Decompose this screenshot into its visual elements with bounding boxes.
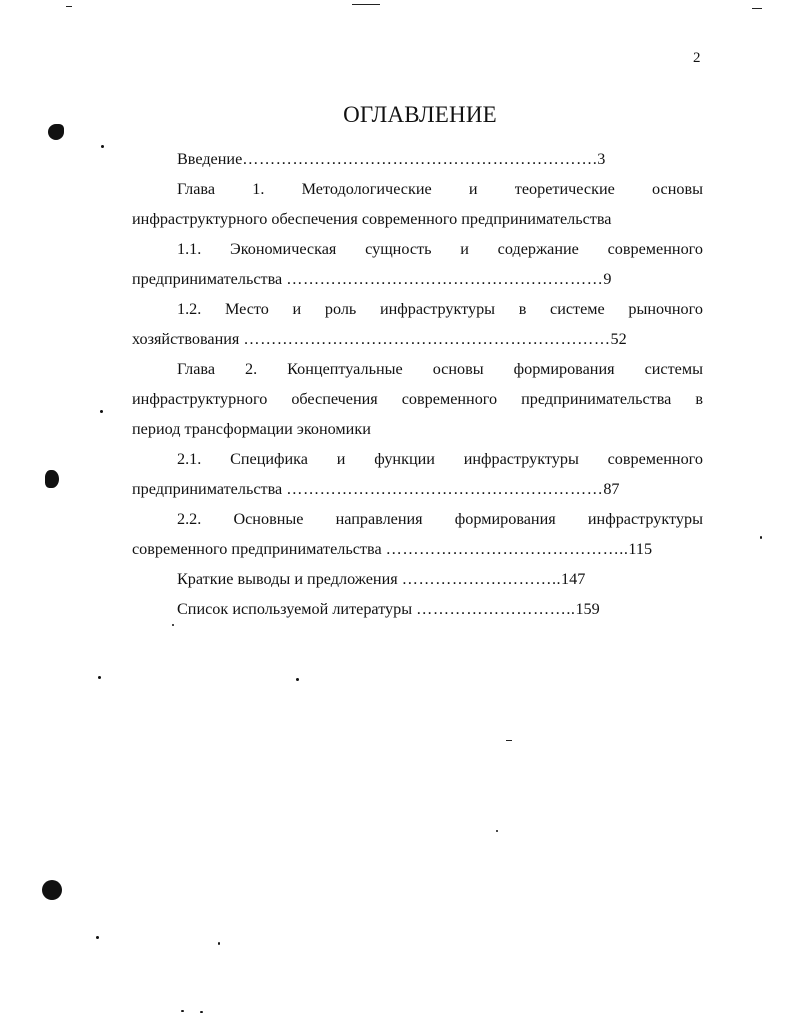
toc-word: Методологические — [301, 180, 432, 198]
toc-word: Специфика — [230, 450, 308, 468]
toc-word: системе — [550, 300, 605, 318]
toc-entry-label: Краткие выводы и предложения — [177, 570, 398, 588]
toc-word: Концептуальные — [287, 360, 403, 378]
scan-speck — [200, 1011, 203, 1013]
toc-word: рыночного — [628, 300, 703, 318]
toc-word: инфраструктурного — [132, 390, 268, 408]
toc-word: инфраструктуры — [587, 510, 703, 528]
toc-section-2-2-continuation — [132, 538, 703, 568]
toc-entry-conclusions — [132, 568, 703, 598]
toc-entry-label: современного предпринимательства — [132, 540, 382, 558]
toc-entry-label: инфраструктурного обеспечения современного предпринимательства — [132, 210, 612, 228]
toc-word: системы — [644, 360, 703, 378]
toc-word: направления — [335, 510, 423, 528]
toc-title: ОГЛАВЛЕНИЕ — [343, 102, 497, 127]
toc-page-ref: 159 — [575, 600, 600, 618]
toc-word: 2. — [245, 360, 258, 378]
toc-word: обеспечения — [291, 390, 378, 408]
toc-word: в — [695, 390, 703, 408]
scan-speck — [760, 536, 762, 539]
scan-line-mark — [66, 6, 72, 7]
toc-word: Место — [224, 300, 269, 318]
toc-entry-label: предпринимательства — [132, 270, 283, 288]
toc-word: теоретические — [514, 180, 615, 198]
toc-section-1-1-heading — [132, 238, 703, 268]
scan-speck — [96, 936, 99, 939]
toc-word: формирования — [513, 360, 615, 378]
toc-chapter-1-continuation — [132, 208, 703, 238]
toc-entry-label: Введение — [177, 150, 243, 168]
toc-entry-intro — [132, 148, 703, 178]
toc-word: 2.1. — [177, 450, 202, 468]
toc-word: основы — [652, 180, 703, 198]
toc-word: в — [518, 300, 527, 318]
toc-leader-dots: ……………………….. — [416, 600, 576, 618]
toc-leader-dots: …………………………………….. — [385, 540, 629, 558]
toc-section-2-1-heading — [132, 448, 703, 478]
toc-word: 2.2. — [177, 510, 202, 528]
toc-word: 1.2. — [177, 300, 202, 318]
scan-line-mark — [752, 8, 762, 9]
toc-page-ref: 52 — [610, 330, 627, 348]
toc-word: Глава — [177, 180, 216, 198]
scan-line-mark — [352, 4, 380, 5]
toc-chapter-2-heading — [132, 358, 703, 388]
toc-page-ref: 147 — [561, 570, 586, 588]
toc-word: и — [292, 300, 302, 318]
scan-speck — [98, 676, 101, 679]
toc-section-2-1-continuation — [132, 478, 703, 508]
table-of-contents — [132, 148, 703, 628]
scan-hole-mark — [42, 880, 62, 900]
toc-word: Основные — [233, 510, 304, 528]
toc-section-2-2-heading — [132, 508, 703, 538]
scan-hole-mark — [45, 470, 59, 488]
toc-word: формирования — [454, 510, 556, 528]
toc-word: инфраструктуры — [463, 450, 579, 468]
toc-word: современного — [607, 240, 703, 258]
scan-line-mark — [506, 740, 512, 741]
toc-page-ref: 9 — [603, 270, 612, 288]
toc-word: и — [460, 240, 469, 258]
scan-speck — [172, 624, 174, 626]
toc-word: содержание — [497, 240, 579, 258]
toc-entry-label: предпринимательства — [132, 480, 283, 498]
toc-word: Глава — [177, 360, 216, 378]
toc-word: современного — [401, 390, 498, 408]
toc-word: современного — [607, 450, 703, 468]
toc-word: 1.1. — [177, 240, 202, 258]
scan-speck — [496, 830, 498, 832]
toc-word: и — [468, 180, 478, 198]
toc-leader-dots: ………………………………………………… — [286, 270, 604, 288]
toc-page-ref: 115 — [628, 540, 653, 558]
scan-speck — [296, 678, 299, 681]
toc-entry-label: период трансформации экономики — [132, 420, 371, 438]
toc-word: сущность — [365, 240, 432, 258]
toc-word: основы — [432, 360, 484, 378]
toc-entry-references — [132, 598, 703, 628]
toc-word: функции — [374, 450, 435, 468]
scan-speck — [101, 145, 104, 148]
toc-entry-label: Список используемой литературы — [177, 600, 413, 618]
toc-word: предпринимательства — [521, 390, 672, 408]
toc-chapter-1-heading — [132, 178, 703, 208]
scan-speck — [218, 942, 220, 945]
toc-chapter-2-continuation — [132, 388, 703, 418]
toc-entry-label: хозяйствования — [132, 330, 240, 348]
toc-section-1-2-heading — [132, 298, 703, 328]
toc-word: инфраструктуры — [379, 300, 496, 318]
toc-word: 1. — [252, 180, 265, 198]
scan-speck — [100, 410, 103, 413]
page-number: 2 — [693, 50, 701, 66]
toc-leader-dots: ………………………………………………………… — [243, 330, 611, 348]
scan-speck — [181, 1010, 184, 1012]
toc-leader-dots: ………………………………………………… — [286, 480, 604, 498]
toc-page-ref: 3 — [597, 150, 606, 168]
toc-section-1-2-continuation — [132, 328, 703, 358]
scan-hole-mark — [48, 124, 64, 140]
toc-word: и — [336, 450, 346, 468]
toc-leader-dots: ………………………………………………………. — [242, 150, 598, 168]
toc-word: Экономическая — [230, 240, 337, 258]
toc-page-ref: 87 — [603, 480, 620, 498]
toc-leader-dots: ……………………….. — [401, 570, 562, 588]
toc-word: роль — [324, 300, 357, 318]
toc-chapter-2-continuation-2 — [132, 418, 703, 448]
toc-section-1-1-continuation — [132, 268, 703, 298]
